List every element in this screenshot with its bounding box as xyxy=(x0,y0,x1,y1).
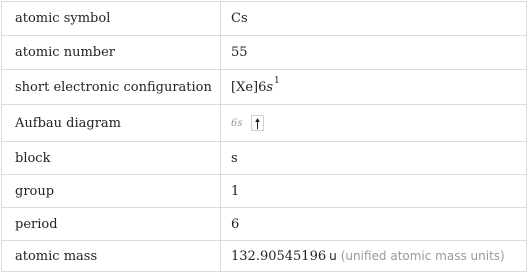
unit-description: (unified atomic mass units) xyxy=(340,249,505,263)
period-value: 6 xyxy=(231,216,240,232)
table-row xyxy=(2,142,526,175)
row-value xyxy=(220,36,526,69)
row-label: group xyxy=(15,183,55,199)
row-value xyxy=(220,175,526,207)
atomic-number-value: 55 xyxy=(231,45,248,60)
row-label: atomic symbol xyxy=(15,11,111,26)
table-row xyxy=(2,175,526,208)
config-superscript: 1 xyxy=(274,76,280,86)
row-label: Aufbau diagram xyxy=(15,115,121,131)
table-row xyxy=(2,208,526,241)
table-row xyxy=(2,70,526,105)
table-row xyxy=(2,241,526,271)
orbital-box xyxy=(251,115,264,131)
row-label: atomic number xyxy=(15,45,116,60)
table-row xyxy=(2,105,526,142)
config-orbital: s xyxy=(266,79,274,95)
table-row xyxy=(2,2,526,36)
row-label: short electronic configuration xyxy=(15,79,212,95)
atomic-mass-value: 132.90545196 xyxy=(231,248,327,264)
row-label: atomic mass xyxy=(15,248,98,264)
element-properties-table xyxy=(1,1,527,272)
row-value xyxy=(220,105,526,141)
atomic-symbol-value: Cs xyxy=(231,11,248,26)
row-value xyxy=(220,70,526,104)
table-row xyxy=(2,36,526,70)
row-value xyxy=(220,2,526,35)
row-label: period xyxy=(15,216,58,232)
row-value xyxy=(220,208,526,240)
orbital-label: 6s xyxy=(231,117,243,129)
group-value: 1 xyxy=(231,183,240,199)
row-value xyxy=(220,142,526,174)
block-value: s xyxy=(231,150,238,166)
config-prefix: [Xe]6 xyxy=(231,79,267,95)
up-arrow-icon xyxy=(254,117,261,130)
row-value xyxy=(220,241,526,271)
unit-symbol: u xyxy=(329,249,337,263)
row-label: block xyxy=(15,150,51,166)
